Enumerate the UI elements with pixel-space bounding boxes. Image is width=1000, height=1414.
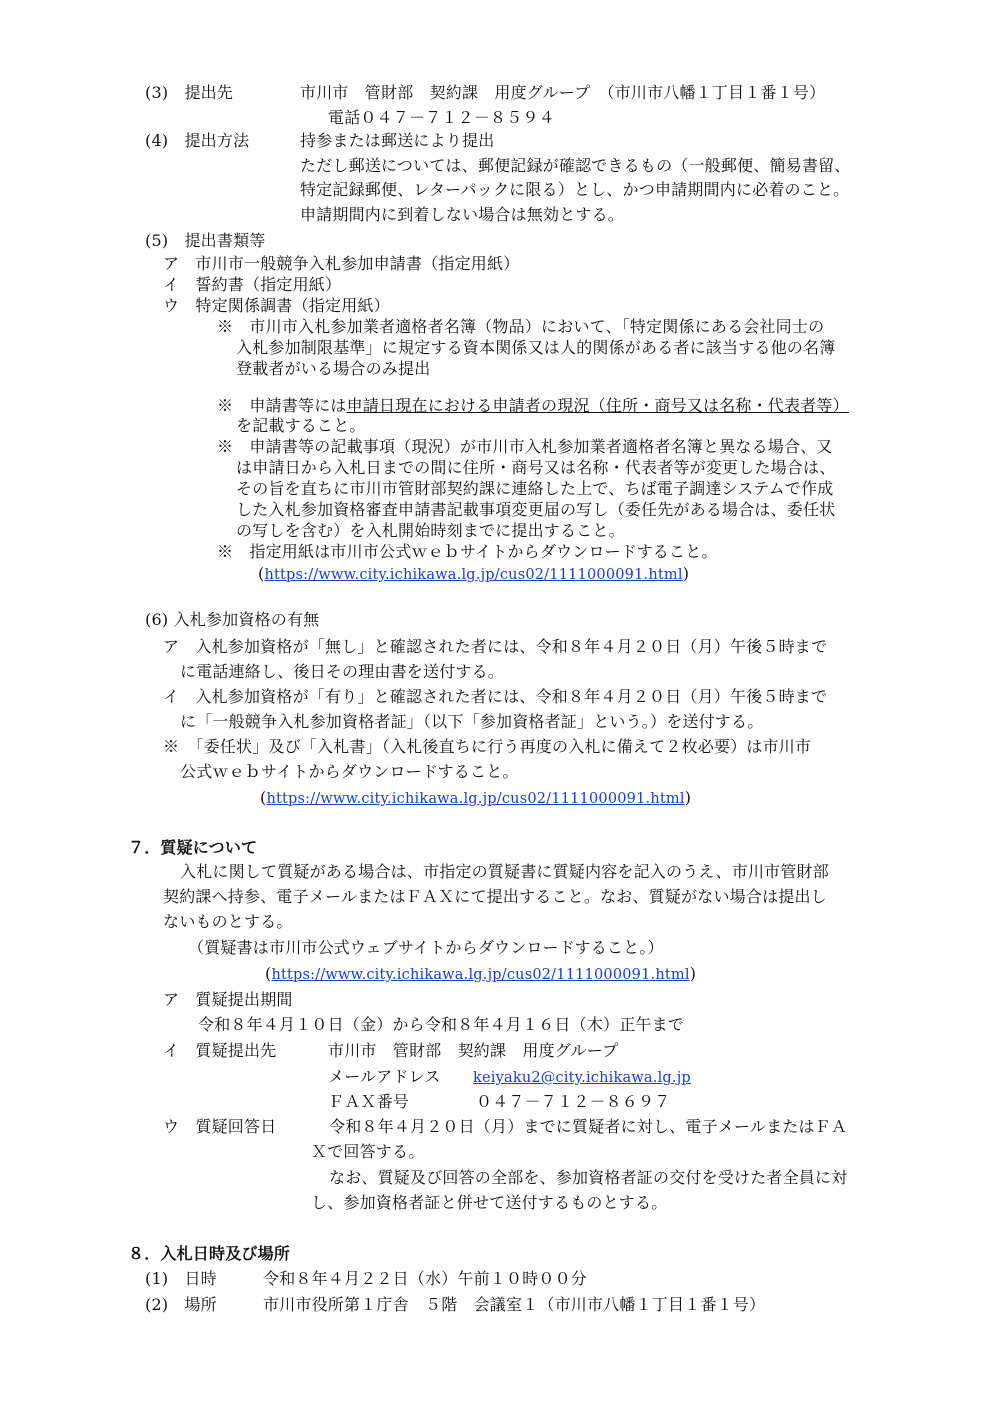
s4-line: 特定記録郵便、レターパックに限る）とし、かつ申請期間内に必着のこと。 <box>300 180 850 199</box>
s7-u-line: し、参加資格者証と併せて送付するものとする。 <box>311 1193 668 1212</box>
s3-line1: 市川市 管財部 契約課 用度グループ （市川市八幡１丁目１番１号） <box>300 83 826 102</box>
s5-url-link[interactable]: https://www.city.ichikawa.lg.jp/cus02/1111000091.html <box>264 567 683 583</box>
s6-url-link[interactable]: https://www.city.ichikawa.lg.jp/cus02/1111000091.html <box>266 791 685 807</box>
s6-a-line1: ア 入札参加資格が「無し」と確認された者には、令和８年４月２０日（月）午後５時まで <box>163 637 828 656</box>
s6-i-line1: イ 入札参加資格が「有り」と確認された者には、令和８年４月２０日（月）午後５時まで <box>163 687 828 706</box>
s7-i-value: 市川市 管財部 契約課 用度グループ <box>328 1041 619 1060</box>
s7-u-line: 令和８年４月２０日（月）までに質疑者に対し、電子メールまたはＦＡ <box>329 1117 848 1136</box>
s4-line: ただし郵送については、郵便記録が確認できるもの（一般郵便、簡易書留、 <box>300 156 851 175</box>
s7-i-label: イ 質疑提出先 <box>163 1041 277 1060</box>
s5-note3: の写しを含む）を入札開始時刻までに提出すること。 <box>236 521 625 540</box>
s4-label: (4) 提出方法 <box>145 131 250 150</box>
s5-note1: 登載者がいる場合のみ提出 <box>236 359 431 378</box>
s7-body: ないものとする。 <box>163 912 293 931</box>
s5-item-a: ア 市川市一般競争入札参加申請書（指定用紙） <box>163 254 520 273</box>
s7-mail-link[interactable]: keiyaku2@city.ichikawa.lg.jp <box>473 1070 691 1086</box>
s5-item-i: イ 誓約書（指定用紙） <box>163 275 342 294</box>
s7-title: ７．質疑について <box>128 838 258 857</box>
s5-note3: ※ 申請書等の記載事項（現況）が市川市入札参加業者適格者名簿と異なる場合、又 <box>217 437 833 456</box>
s3-line2: 電話０４７－７１２－８５９４ <box>328 108 555 127</box>
s8-date-label: (1) 日時 <box>145 1269 217 1288</box>
s5-note1: 入札参加制限基準」に規定する資本関係又は人的関係がある者に該当する他の名簿 <box>236 338 836 357</box>
s8-place-label: (2) 場所 <box>145 1295 217 1314</box>
s7-u-label: ウ 質疑回答日 <box>163 1117 277 1136</box>
s5-note2-line2: を記載すること。 <box>236 416 366 435</box>
s7-mail-line <box>473 1066 691 1089</box>
s8-date-value: 令和８年４月２２日（水）午前１０時００分 <box>263 1269 588 1288</box>
s8-place-value: 市川市役所第１庁舎 ５階 会議室１（市川市八幡１丁目１番１号） <box>263 1295 766 1314</box>
s7-url-link[interactable]: https://www.city.ichikawa.lg.jp/cus02/1111000091.html <box>271 967 690 983</box>
s5-url-line: (https://www.city.ichikawa.lg.jp/cus02/1111000091.html) <box>258 564 690 583</box>
s7-paren-note: （質疑書は市川市公式ウェブサイトからダウンロードすること。） <box>188 938 664 957</box>
s7-u-line: なお、質疑及び回答の全部を、参加資格者証の交付を受けた者全員に対 <box>329 1168 848 1187</box>
s5-item-u: ウ 特定関係調書（指定用紙） <box>163 296 390 315</box>
s7-url-line: (https://www.city.ichikawa.lg.jp/cus02/1111000091.html) <box>265 964 697 983</box>
s8-title: ８．入札日時及び場所 <box>128 1244 291 1263</box>
s5-label: (5) 提出書類等 <box>145 231 266 250</box>
s5-note2 <box>217 395 849 417</box>
s6-i-line2: に「一般競争入札参加資格者証」（以下「参加資格者証」という。）を送付する。 <box>180 712 764 731</box>
s6-note-line2: 公式ｗｅｂサイトからダウンロードすること。 <box>180 762 519 781</box>
s7-fax-label: ＦＡＸ番号 <box>328 1092 410 1111</box>
s6-label: (6) 入札参加資格の有無 <box>145 610 320 629</box>
s5-note1: ※ 市川市入札参加業者適格者名簿（物品）において、「特定関係にある会社同士の <box>217 317 825 336</box>
s7-body: 入札に関して質疑がある場合は、市指定の質疑書に質疑内容を記入のうえ、市川市管財部 <box>180 862 829 881</box>
s6-a-line2: に電話連絡し、後日その理由書を送付する。 <box>180 662 505 681</box>
s5-note3: は申請日から入札日までの間に住所・商号又は名称・代表者等が変更した場合は、 <box>236 458 836 477</box>
s6-url-line: (https://www.city.ichikawa.lg.jp/cus02/1111000091.html) <box>260 788 692 807</box>
s6-note-line1: ※ 「委任状」及び「入札書」（入札後直ちに行う再度の入札に備えて２枚必要）は市川市 <box>163 737 812 756</box>
s5-note4: ※ 指定用紙は市川市公式ｗｅｂサイトからダウンロードすること。 <box>217 542 718 561</box>
s7-fax-value: ０４７－７１２－８６９７ <box>476 1092 671 1111</box>
s7-u-line: Ｘで回答する。 <box>311 1142 425 1161</box>
s4-line: 持参または郵送により提出 <box>300 131 495 150</box>
s4-line: 申請期間内に到着しない場合は無効とする。 <box>300 205 625 224</box>
s5-note2-underlined: 申請日現在における申請者の現況（住所・商号又は名称・代表者等） <box>346 396 849 415</box>
s5-note3: した入札参加資格審査申請書記載事項変更届の写し（委任先がある場合は、委任状 <box>236 500 836 519</box>
s5-note2-pre: ※ 申請書等には <box>217 396 347 415</box>
s3-label: (3) 提出先 <box>145 83 234 102</box>
s7-a-value: 令和８年４月１０日（金）から令和８年４月１６日（木）正午まで <box>198 1015 685 1034</box>
s7-body: 契約課へ持参、電子メールまたはＦＡＸにて提出すること。なお、質疑がない場合は提出し <box>163 887 827 906</box>
s5-note3: その旨を直ちに市川市管財部契約課に連絡した上で、ちば電子調達システムで作成 <box>236 479 834 498</box>
s7-mail-label: メールアドレス <box>328 1067 441 1086</box>
s7-a-label: ア 質疑提出期間 <box>163 990 293 1009</box>
